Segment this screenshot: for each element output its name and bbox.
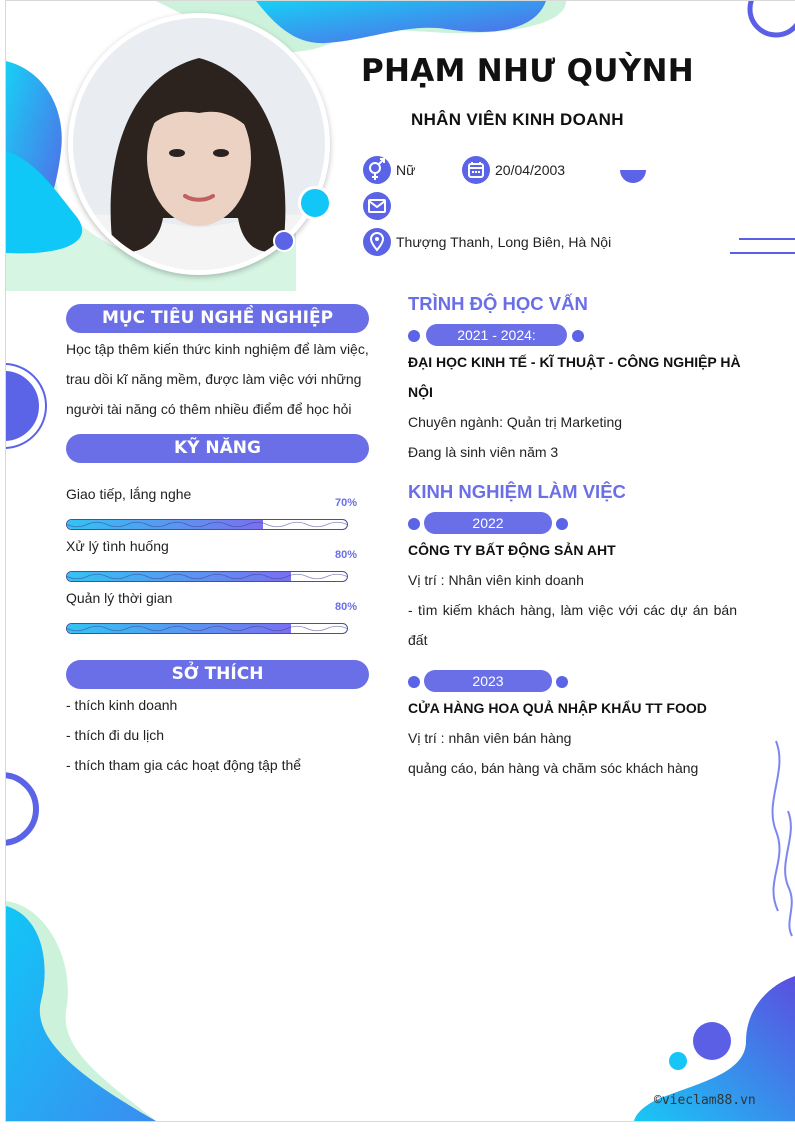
calendar-icon [462, 156, 490, 184]
gender-icon [363, 156, 391, 184]
location-icon [363, 228, 391, 256]
hobbies-heading: SỞ THÍCH [66, 660, 369, 689]
timeline-dot [556, 518, 568, 530]
school-name-cont: NỘI [408, 384, 433, 400]
education-heading: TRÌNH ĐỘ HỌC VẤN [408, 293, 588, 314]
job-description-cont: đất [408, 632, 428, 648]
job-year: 2022 [424, 512, 552, 534]
hobby-item: - thích kinh doanh [66, 697, 178, 713]
cv-page [5, 0, 795, 1122]
hobby-item: - thích đi du lịch [66, 727, 165, 743]
education-major: Chuyên ngành: Quản trị Marketing [408, 414, 623, 430]
birthdate-text: 20/04/2003 [495, 162, 566, 178]
job-year: 2023 [424, 670, 552, 692]
education-status: Đang là sinh viên năm 3 [408, 444, 559, 460]
job-description: - tìm kiếm khách hàng, làm việc với các dự án bán [408, 602, 737, 618]
skill-bar-wave [67, 572, 347, 581]
job-description: quảng cáo, bán hàng và chăm sóc khách hàng [408, 760, 699, 776]
objective-line: trau dồi kĩ năng mềm, được làm việc với những [66, 371, 362, 387]
skills-heading: KỸ NĂNG [66, 434, 369, 463]
skill-bar [66, 623, 348, 634]
school-name: ĐẠI HỌC KINH TẾ - KĨ THUẬT - CÔNG NGHIỆP HÀ [408, 354, 741, 370]
skill-name: Quản lý thời gian [66, 590, 173, 606]
gender-text: Nữ [396, 162, 416, 178]
skill-name: Xử lý tình huống [66, 538, 169, 554]
watermark: ©vieclam88.vn [654, 1093, 756, 1108]
job-position: Vị trí : Nhân viên kinh doanh [408, 572, 584, 588]
experience-heading: KINH NGHIỆM LÀM VIỆC [408, 481, 626, 502]
candidate-title: NHÂN VIÊN KINH DOANH [411, 110, 624, 129]
timeline-dot [556, 676, 568, 688]
objective-line: Học tập thêm kiến thức kinh nghiệm để làm việc, [66, 341, 369, 357]
skill-bar-wave [67, 520, 347, 529]
timeline-dot [408, 676, 420, 688]
timeline-dot [572, 330, 584, 342]
email-icon [363, 192, 391, 220]
skill-percent: 70% [335, 497, 358, 509]
objective-heading: MỤC TIÊU NGHỀ NGHIỆP [66, 304, 369, 333]
hobby-item: - thích tham gia các hoạt động tập thể [66, 757, 302, 773]
education-period: 2021 - 2024: [426, 324, 567, 346]
job-company: CÔNG TY BẤT ĐỘNG SẢN AHT [408, 542, 616, 558]
skill-bar [66, 519, 348, 530]
address-text: Thượng Thanh, Long Biên, Hà Nội [396, 234, 612, 250]
decor-dot-cyan [298, 186, 332, 220]
decor-dot-purple [273, 230, 295, 252]
skill-name: Giao tiếp, lắng nghe [66, 486, 192, 502]
timeline-dot [408, 330, 420, 342]
skill-percent: 80% [335, 601, 358, 613]
skill-percent: 80% [335, 549, 358, 561]
job-company: CỬA HÀNG HOA QUẢ NHẬP KHẨU TT FOOD [408, 700, 707, 716]
job-position: Vị trí : nhân viên bán hàng [408, 730, 572, 746]
phone-icon [619, 156, 647, 184]
skill-bar [66, 571, 348, 582]
objective-line: người tài năng có thêm nhiều điểm để học hỏi [66, 401, 352, 417]
timeline-dot [408, 518, 420, 530]
skill-bar-wave [67, 624, 347, 633]
candidate-name: PHẠM NHƯ QUỲNH [361, 53, 694, 89]
